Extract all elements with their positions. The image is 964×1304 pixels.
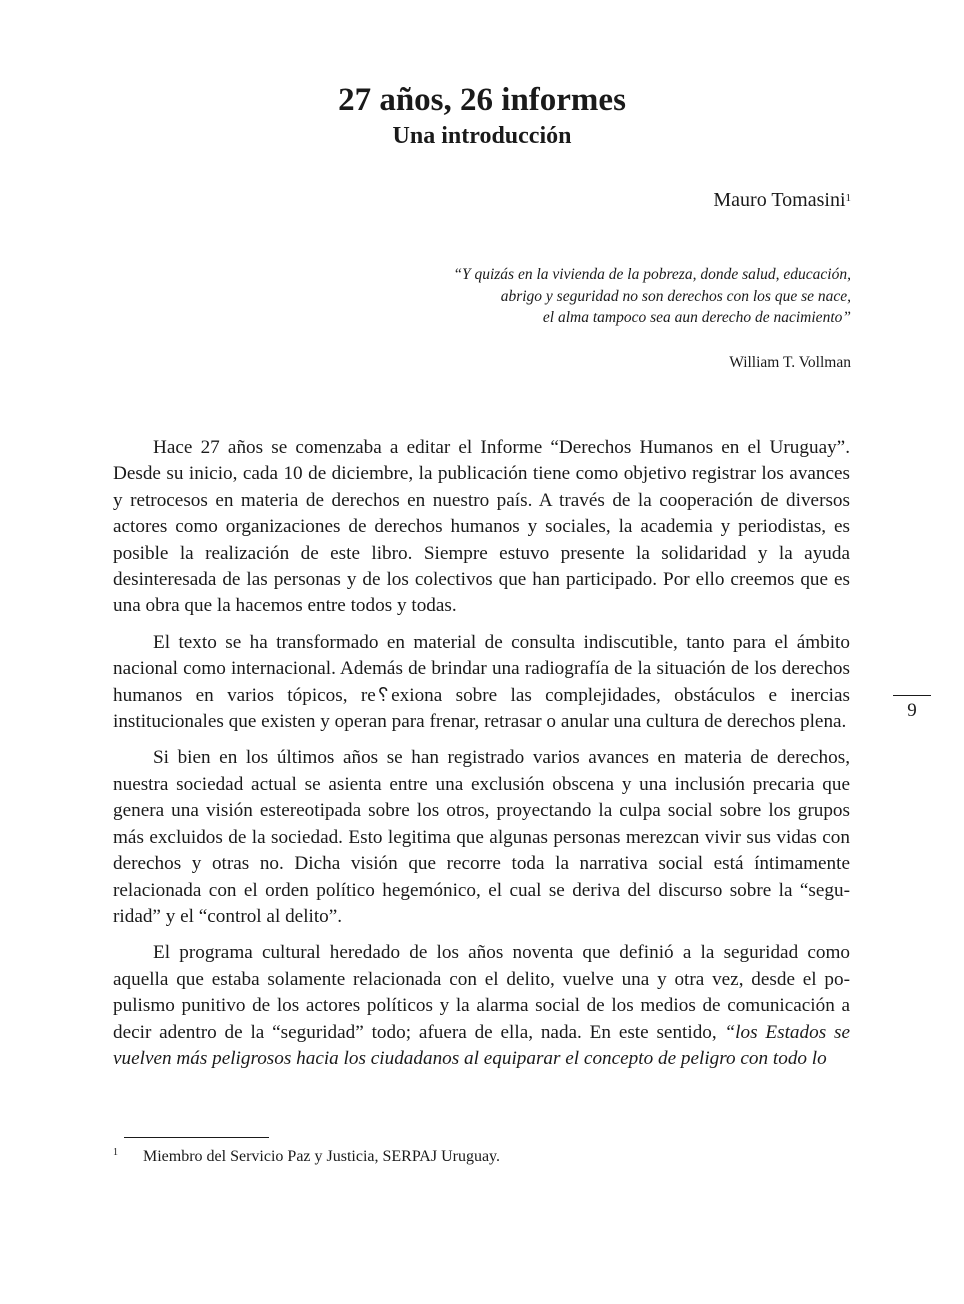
page-number: 9 xyxy=(907,700,917,721)
body-paragraph-text: El programa cultural heredado de los años noventa que definió a la seguridad como aquella que estaba solamente relacionada con el delito, vuelve una y otra vez, desde el populismo punitivo de los actores políticos y la alarma social de los medios de comunicación a decir adentro de la “seguridad” todo; afuera de ella, nada. En este sentido, xyxy=(113,942,850,1043)
page-number-rule xyxy=(893,695,931,696)
author-footnote-mark: 1 xyxy=(845,192,851,204)
page-title: 27 años, 26 informes xyxy=(338,82,626,118)
author-name: Mauro Tomasini xyxy=(713,189,846,211)
epigraph xyxy=(331,264,851,329)
body-paragraph-quote: “los Estados se vuelven más peligrosos hacia los ciudadanos al equiparar el concepto de peligro con todo lo xyxy=(113,1021,850,1069)
footnote xyxy=(113,1146,500,1168)
body-paragraph xyxy=(113,940,850,1072)
body-paragraph: Hace 27 años se comenzaba a editar el Informe “Derechos Humanos en el Uruguay”. Desde su inicio, cada 10 de diciembre, la publicación tiene como objetivo registrar los avances y retrocesos en materia de derechos en nuestro país. A través de la cooperación de diversos actores como organizaciones de derechos humanos y sociales, la academia y periodistas, es posible la realización de este libro. Siempre estuvo presente la solidaridad y la ayuda desinteresada de las personas y de los colectivos que han participado. Por ello creemos que es una obra que la hacemos entre todos y todas. xyxy=(113,437,850,617)
footnote-mark: 1 xyxy=(113,1147,118,1158)
epigraph-line: “Y quizás en la vivienda de la pobreza, donde salud, educación, xyxy=(453,266,851,283)
epigraph-attribution: William T. Vollman xyxy=(729,354,851,371)
body-text xyxy=(113,435,850,1072)
body-paragraph: El texto se ha transformado en material de consulta indiscutible, tanto para el ámbito nacional como internacional. Además de brindar una radiografía de la situación de los derechos humanos en varios tópicos, re␦exiona sobre las complejidades, obstáculos e inercias institucionales que existen y operan para frenar, retrasar o anular una cultura de derechos plena. xyxy=(113,631,850,733)
author-line xyxy=(713,186,851,214)
epigraph-line: el alma tampoco sea aun derecho de nacimiento” xyxy=(542,309,851,326)
epigraph-line: abrigo y seguridad no son derechos con los que se nace, xyxy=(500,287,851,305)
footnote-text: Miembro del Servicio Paz y Justicia, SERPAJ Uruguay. xyxy=(143,1148,501,1165)
body-paragraph: Si bien en los últimos años se han registrado varios avances en materia de derechos, nuestra sociedad actual se asienta entre una exclusión obscena y una inclusión precaria que genera una visión estereotipada sobre los otros, proyectando la culpa social sobre los grupos más excluidos de la sociedad. Esto legitima que algunas personas merezcan vivir sus vidas con derechos y otras no. Dicha visión que recorre toda la narrativa social está íntimamente relacionada con el orden político hegemónico, el cual se deriva del discurso sobre la “seguridad” y el “control al delito”. xyxy=(113,747,850,927)
footnote-rule xyxy=(124,1137,269,1138)
page-subtitle: Una introducción xyxy=(392,123,572,149)
